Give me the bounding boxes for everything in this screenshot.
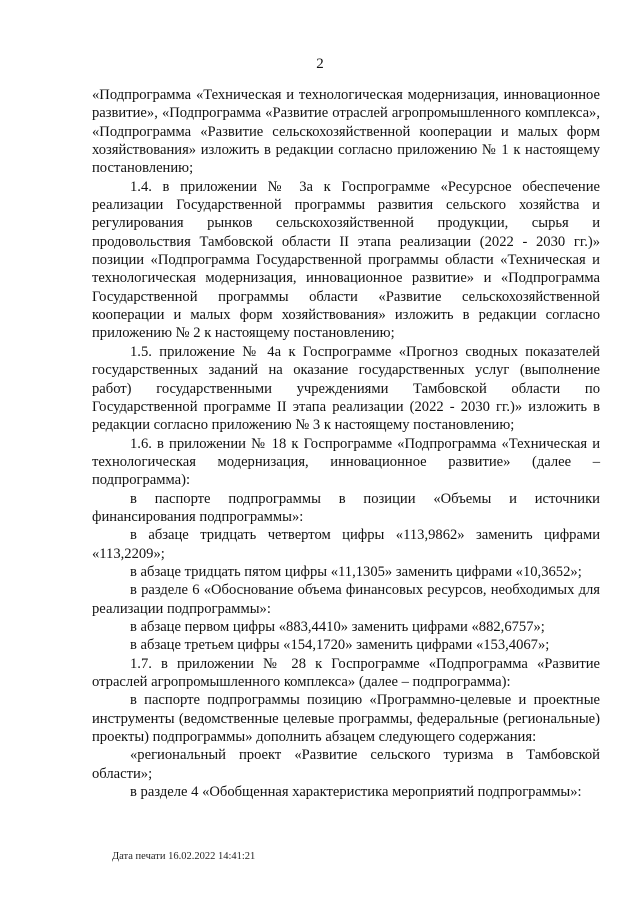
paragraph-abzac-34: в абзаце тридцать четвертом цифры «113,9862» заменить цифрами «113,2209»; — [92, 527, 600, 562]
paragraph-passport-instruments: в паспорте подпрограммы позицию «Программно-целевые и проектные инструменты (ведомственные целевые программы, федеральные (региональные) проекты) подпрограммы» дополнить абзацем следующего содержания: — [92, 692, 600, 746]
print-date: Дата печати 16.02.2022 14:41:21 — [112, 851, 256, 862]
paragraph-item-1-6: 1.6. в приложении № 18 к Госпрограмме «Подпрограмма «Техническая и технологическая модернизация, инновационное развитие» (далее – подпрограмма): — [92, 435, 600, 489]
paragraph-section-6: в разделе 6 «Обоснование объема финансовых ресурсов, необходимых для реализации подпрограммы»: — [92, 582, 600, 617]
paragraph-abzac-35: в абзаце тридцать пятом цифры «11,1305» заменить цифрами «10,3652»; — [130, 563, 582, 580]
paragraph-abzac-first: в абзаце первом цифры «883,4410» заменить цифрами «882,6757»; — [130, 618, 545, 635]
paragraph-subprogram-list: «Подпрограмма «Техническая и технологическая модернизация, инновационное развитие», «Подпрограмма «Развитие отраслей агропромышленного комплекса», «Подпрограмма «Развитие сельскохозяйственной кооперации и малых форм хозяйствования» изложить в редакции согласно приложению № 1 к настоящему постановлению; — [92, 87, 600, 177]
paragraph-item-1-7: 1.7. в приложении № 28 к Госпрограмме «Подпрограмма «Развитие отраслей агропромышленного комплекса» (далее – подпрограмма): — [92, 655, 600, 690]
page-number: 2 — [316, 56, 324, 72]
paragraph-regional-project: «региональный проект «Развитие сельского туризма в Тамбовской области»; — [92, 747, 600, 782]
paragraph-item-1-5: 1.5. приложение № 4а к Госпрограмме «Прогноз сводных показателей государственных заданий на оказание государственных услуг (выполнение работ) государственными учреждениями Тамбовской области по Государственной программе II этапа реализации (2022 - 2030 гг.)» изложить в редакции согласно приложению № 3 к настоящему постановлению; — [92, 343, 600, 434]
paragraph-passport-position: в паспорте подпрограммы в позиции «Объемы и источники финансирования подпрограммы»: — [92, 490, 600, 525]
paragraph-item-1-4: 1.4. в приложении № 3а к Госпрограмме «Ресурсное обеспечение реализации Государственной программы развития сельского хозяйства и регулирования рынков сельскохозяйственной продукции, сырья и продовольствия Тамбовской области II этапа реализации (2022 - 2030 гг.)» позиции «Подпрограмма Государственной программы области «Техническая и технологическая модернизация, инновационное развитие» и «Подпрограмма Государственной программы области «Развитие сельскохозяйственной кооперации и малых форм хозяйствования» изложить в редакции согласно приложению № 2 к настоящему постановлению; — [92, 178, 600, 342]
paragraph-abzac-third: в абзаце третьем цифры «154,1720» заменить цифрами «153,4067»; — [130, 637, 550, 654]
paragraph-section-4: в разделе 4 «Обобщенная характеристика мероприятий подпрограммы»: — [130, 784, 582, 801]
document-body — [92, 86, 600, 801]
